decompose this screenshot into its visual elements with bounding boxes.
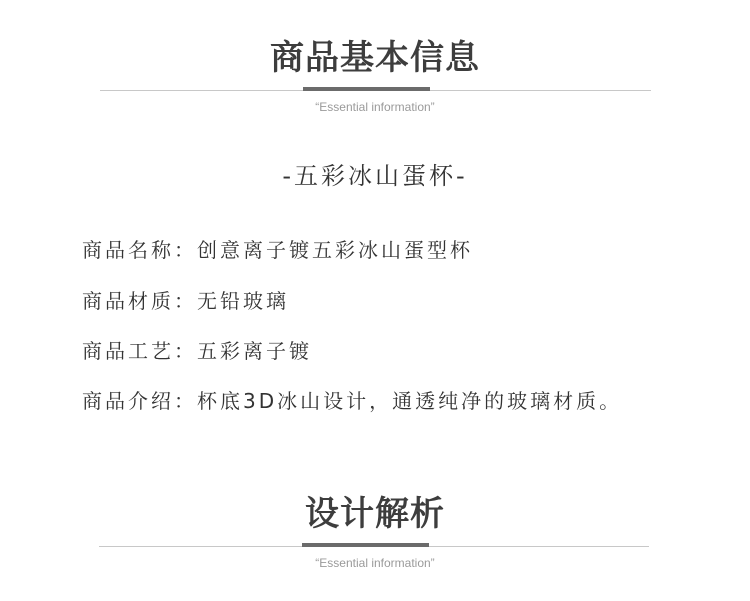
info-label: 商品材质：: [82, 289, 197, 313]
info-value: 杯底3D冰山设计，通透纯净的玻璃材质。: [197, 389, 623, 413]
section-subtitle: “Essential information”: [315, 100, 435, 114]
info-row-craft: [82, 335, 312, 364]
info-label: 商品名称：: [82, 238, 197, 262]
info-value: 创意离子镀五彩冰山蛋型杯: [197, 238, 473, 262]
info-row-name: [82, 234, 473, 263]
info-label: 商品介绍：: [82, 389, 197, 413]
divider-accent-bar: [302, 543, 429, 547]
info-row-material: [82, 285, 289, 314]
section-title-basic-info: 商品基本信息: [270, 38, 480, 78]
info-row-description: [82, 385, 622, 414]
product-heading: -五彩冰山蛋杯-: [282, 162, 468, 190]
section-title-design: 设计解析: [305, 494, 445, 534]
info-value: 五彩离子镀: [197, 339, 312, 363]
info-label: 商品工艺：: [82, 339, 197, 363]
divider-accent-bar: [303, 87, 430, 91]
section-subtitle: “Essential information”: [315, 556, 435, 570]
info-value: 无铅玻璃: [197, 289, 289, 313]
